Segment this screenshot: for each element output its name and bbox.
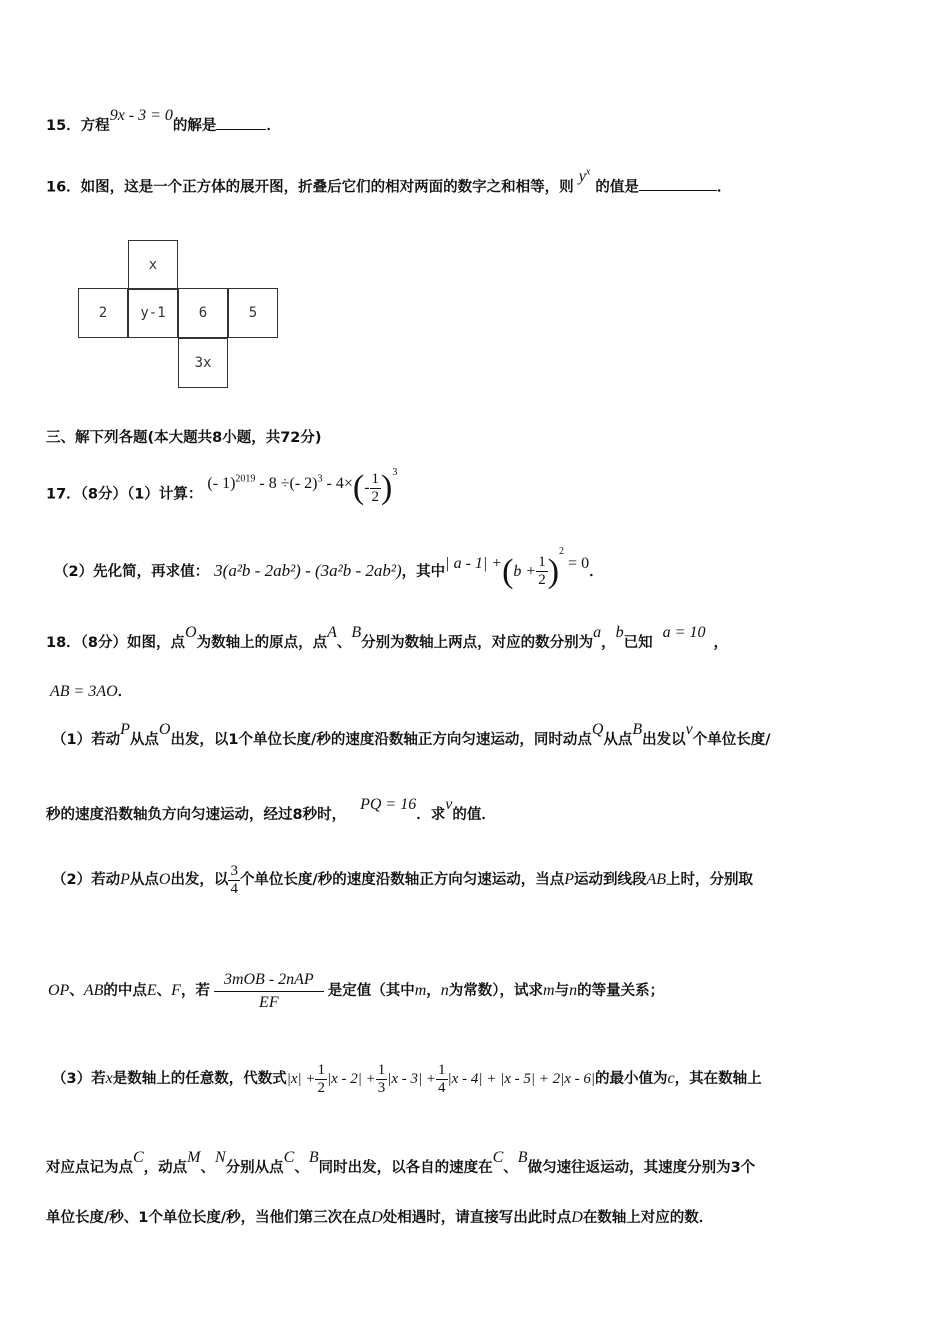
q18-p3-b-pt: B <box>308 1149 319 1166</box>
q17-p1-term-c: - 4× <box>322 475 353 493</box>
q18-p3-n: 处相遇时，请直接写出此时点 <box>382 1210 572 1226</box>
q17-p2-mid: ，其中 <box>401 563 446 580</box>
q18-p1-q: Q <box>591 721 604 738</box>
q16-exp: x <box>585 167 591 178</box>
q18-l1-g: ， <box>713 635 728 651</box>
q18-p1-v: v <box>685 721 693 738</box>
q18-point-o: O <box>185 624 197 641</box>
q18-point-a: A <box>327 624 337 641</box>
q18-p3-x: x <box>105 1070 113 1087</box>
q18-p2-k: 是定值（其中 <box>327 983 415 999</box>
q17-p2-period: ． <box>589 563 604 580</box>
net-cell-top: x <box>128 240 178 290</box>
q18-p3-e: 对应点记为点 <box>46 1160 133 1176</box>
q18-p3-l: 做匀速往返运动，其速度分别为3个 <box>527 1160 756 1176</box>
q15-answer-blank <box>216 115 266 130</box>
q18-p3-frac-3 <box>436 1062 448 1097</box>
q18-var-b: b <box>615 624 624 641</box>
q18-p3-f1-num: 1 <box>317 1061 325 1078</box>
q18-pq-eq: PQ = 16 <box>360 796 417 813</box>
q18-p3-d-pt: D <box>371 1209 383 1226</box>
net-cell-row-4: 5 <box>228 288 278 338</box>
q16-stem: 16．如图，这是一个正方体的展开图，折叠后它们的相对两面的数字之和相等，则 <box>46 179 574 196</box>
q18-p1-h: ．求 <box>416 807 446 823</box>
q18-p2-fraction-2 <box>214 969 324 1014</box>
q18-p2-frac2-den: EF <box>259 993 279 1011</box>
q17-p2-expression: 3(a²b - 2ab²) - (3a²b - 2ab²) <box>214 560 402 580</box>
q18-p3-n-pt: N <box>215 1149 226 1166</box>
q18-p3-t2: |x - 2| + <box>326 1071 376 1087</box>
q18-p2-b: 从点 <box>129 872 159 888</box>
q18-p2-n2: n <box>569 982 578 999</box>
q18-p3-k: 、 <box>503 1160 518 1176</box>
q18-p3-t4: |x - 4| + |x - 5| + 2|x - 6| <box>447 1071 595 1087</box>
q18-p2-p2: P <box>564 871 575 888</box>
question-15 <box>46 107 281 136</box>
q17-p1-term-a: (- 1) <box>207 475 236 493</box>
q18-p3-o: 在数轴上对应的数． <box>582 1210 714 1226</box>
q18-l1-c: 、 <box>336 635 352 651</box>
q18-p1-c: 出发，以1个单位长度/秒的速度沿数轴正方向匀速运动，同时动点 <box>170 732 592 748</box>
q18-p3-m-pt: M <box>187 1149 201 1166</box>
q18-p3-f3-den: 4 <box>438 1079 446 1096</box>
q18-p3-c-pt: C <box>133 1149 144 1166</box>
q18-p2-n-text: 与 <box>554 983 570 999</box>
q18-l1-d: 分别为数轴上两点，对应的数分别为 <box>361 635 594 651</box>
q18-l1-f: 已知 <box>623 635 653 651</box>
q18-p3-d-pt2: D <box>571 1209 583 1226</box>
q17-p2-cond-b: b + <box>513 562 537 580</box>
q18-p3-t1: |x| + <box>286 1071 316 1087</box>
q18-p3-c: 的最小值为 <box>595 1071 668 1087</box>
q18-p3-f2-num: 1 <box>377 1061 386 1078</box>
q17-p2-frac-den: 2 <box>538 572 546 589</box>
q17-p1-expression <box>207 475 352 492</box>
question-18-part-2-line-1 <box>52 856 753 904</box>
question-18-part-1-line-2 <box>46 796 496 825</box>
q18-p1-bpt: B <box>632 721 643 738</box>
q16-answer-blank <box>639 176 717 191</box>
q18-p3-frac-2 <box>376 1062 388 1097</box>
net-cell-row-1: 2 <box>78 288 128 338</box>
q18-p1-d: 从点 <box>603 732 633 748</box>
question-18-part-3-line-3 <box>46 1208 713 1228</box>
q18-ab-eq: AB = 3AO <box>50 683 118 700</box>
q17-p2-lparen: ( <box>502 552 514 590</box>
q17-p1-rparen: ) <box>381 469 393 507</box>
q18-p3-f: ，动点 <box>143 1160 188 1176</box>
q18-p2-d: 个单位长度/秒的速度沿数轴正方向匀速运动，当点 <box>239 872 565 888</box>
q18-p2-i: 、 <box>156 983 172 999</box>
q17-p1-exp-a: 2019 <box>235 474 256 485</box>
question-17-part-2 <box>46 546 604 590</box>
q18-p3-d: ，其在数轴上 <box>674 1071 762 1087</box>
q18-l1-a: 18．（8分）如图，点 <box>46 635 186 651</box>
q16-expression <box>579 168 591 185</box>
q18-p3-c-pt2: C <box>283 1149 295 1166</box>
q18-p3-c-var: c <box>667 1070 675 1087</box>
q18-p2-ab: AB <box>646 871 667 888</box>
q18-a-eq: a = 10 <box>662 624 706 641</box>
question-18-line-2 <box>50 682 132 702</box>
q16-tail: 的值是 <box>595 179 639 196</box>
q18-p1-v2: v <box>445 796 453 813</box>
q18-p3-f2-den: 3 <box>377 1079 386 1096</box>
q15-equation: 9x - 3 = 0 <box>109 107 173 124</box>
q18-p2-frac-num: 3 <box>230 862 238 879</box>
q18-p2-e: 运动到线段 <box>574 872 647 888</box>
q18-p2-l: ， <box>426 983 441 999</box>
q18-p3-t3: |x - 3| + <box>387 1071 437 1087</box>
q18-p1-b: 从点 <box>129 732 159 748</box>
q18-l1-b: 为数轴上的原点，点 <box>196 635 328 651</box>
q18-p3-b-pt2: B <box>517 1149 528 1166</box>
q15-tail: 的解是 <box>172 118 217 134</box>
q18-p2-f-pt: F <box>171 982 181 999</box>
q18-p2-n: n <box>440 982 449 999</box>
q18-p3-i: 、 <box>294 1160 309 1176</box>
q18-p1-f: 个单位长度/ <box>692 732 771 748</box>
q18-p3-frac-1 <box>315 1062 327 1097</box>
q18-p1-p: P <box>120 721 130 738</box>
question-17-part-1 <box>46 466 398 510</box>
q18-p2-frac2-num: 3mOB - 2nAP <box>214 969 324 992</box>
question-18-part-2-line-2 <box>48 965 664 1017</box>
q18-p2-ab2: AB <box>83 982 104 999</box>
question-18-part-1-line-1 <box>52 721 771 750</box>
q18-p1-a: （1）若动 <box>52 732 121 748</box>
q18-p2-m: m <box>414 982 427 999</box>
q17-p2-label: （2）先化简，再求值： <box>54 563 210 580</box>
q17-p2-cond-exp: 2 <box>559 546 565 557</box>
section-3-title: 三、解下列各题(本大题共8小题，共72分) <box>46 430 322 446</box>
q18-p3-h: 分别从点 <box>225 1160 284 1176</box>
q17-p2-cond-end: = 0 <box>564 554 590 572</box>
q18-l1-e: ， <box>601 635 616 651</box>
q17-p2-cond-a: | a - 1| + <box>445 554 503 572</box>
q17-p2-rparen: ) <box>547 552 560 590</box>
q16-period: ． <box>716 179 732 196</box>
q18-p2-m-text: 为常数），试求 <box>448 983 544 999</box>
q18-p2-o: O <box>158 871 171 888</box>
question-16 <box>46 167 732 197</box>
q18-p3-f3-num: 1 <box>438 1061 446 1078</box>
q18-p2-c: 出发，以 <box>170 872 229 888</box>
q16-base: y <box>578 168 586 186</box>
q17-p1-exp-c: 3 <box>392 466 398 478</box>
q18-point-b: B <box>351 624 362 641</box>
q18-p1-i: 的值． <box>452 807 496 823</box>
q18-p2-g: 、 <box>69 983 84 999</box>
q17-p1-label: 17．（8分）（1）计算： <box>46 486 203 503</box>
q18-p3-j: 同时出发，以各自的速度在 <box>318 1160 493 1176</box>
question-18-line-1 <box>46 624 728 653</box>
question-18-part-3-line-2 <box>46 1149 756 1178</box>
q18-p1-e: 出发以 <box>642 732 686 748</box>
q18-p2-m2: m <box>543 982 555 999</box>
q18-p1-o: O <box>158 721 171 738</box>
q18-p2-e-pt: E <box>146 982 157 999</box>
net-cell-row-2: y-1 <box>128 288 178 338</box>
q17-p1-minus: - <box>364 479 370 497</box>
net-cell-bottom: 3x <box>178 338 228 388</box>
q18-p3-b: 是数轴上的任意数，代数式 <box>112 1071 287 1087</box>
q18-p2-frac-den: 4 <box>230 880 238 897</box>
q18-var-a: a <box>593 624 602 641</box>
net-cell-row-3: 6 <box>178 288 228 338</box>
q17-p1-frac-num: 1 <box>371 470 380 487</box>
q17-p1-frac-den: 2 <box>371 488 380 505</box>
q18-p2-op: OP <box>48 982 70 999</box>
q18-p3-g: 、 <box>200 1160 215 1176</box>
q18-p3-a: （3）若 <box>52 1071 106 1087</box>
q18-p3-f1-den: 2 <box>317 1079 325 1096</box>
q18-l2-end: ． <box>117 684 133 700</box>
q18-p3-c-pt3: C <box>492 1149 504 1166</box>
q17-p1-lparen: ( <box>352 469 365 507</box>
q17-p1-exp-b: 3 <box>317 474 323 485</box>
q18-p1-g: 秒的速度沿数轴负方向匀速运动，经过8秒时， <box>46 807 347 823</box>
q17-p2-frac-num: 1 <box>538 554 546 571</box>
q18-p3-m: 单位长度/秒、1个单位长度/秒，当他们第三次在点 <box>46 1210 372 1226</box>
q15-stem: 15．方程 <box>46 118 110 134</box>
q18-p2-a: （2）若动 <box>52 872 121 888</box>
q18-p2-fraction <box>228 863 240 898</box>
question-18-part-3-line-1 <box>52 1055 762 1103</box>
q17-p1-term-b: - 8 ÷(- 2) <box>255 475 318 493</box>
q18-p2-p: P <box>120 871 130 888</box>
q18-p2-f: 上时，分别取 <box>666 872 754 888</box>
q17-p2-fraction <box>536 554 548 589</box>
q18-p2-o-text: 的等量关系； <box>577 983 665 999</box>
q17-p1-fraction <box>370 471 382 506</box>
q18-p2-j: ，若 <box>180 983 210 999</box>
q18-p2-h: 的中点 <box>103 983 147 999</box>
q15-period: ． <box>266 118 281 134</box>
